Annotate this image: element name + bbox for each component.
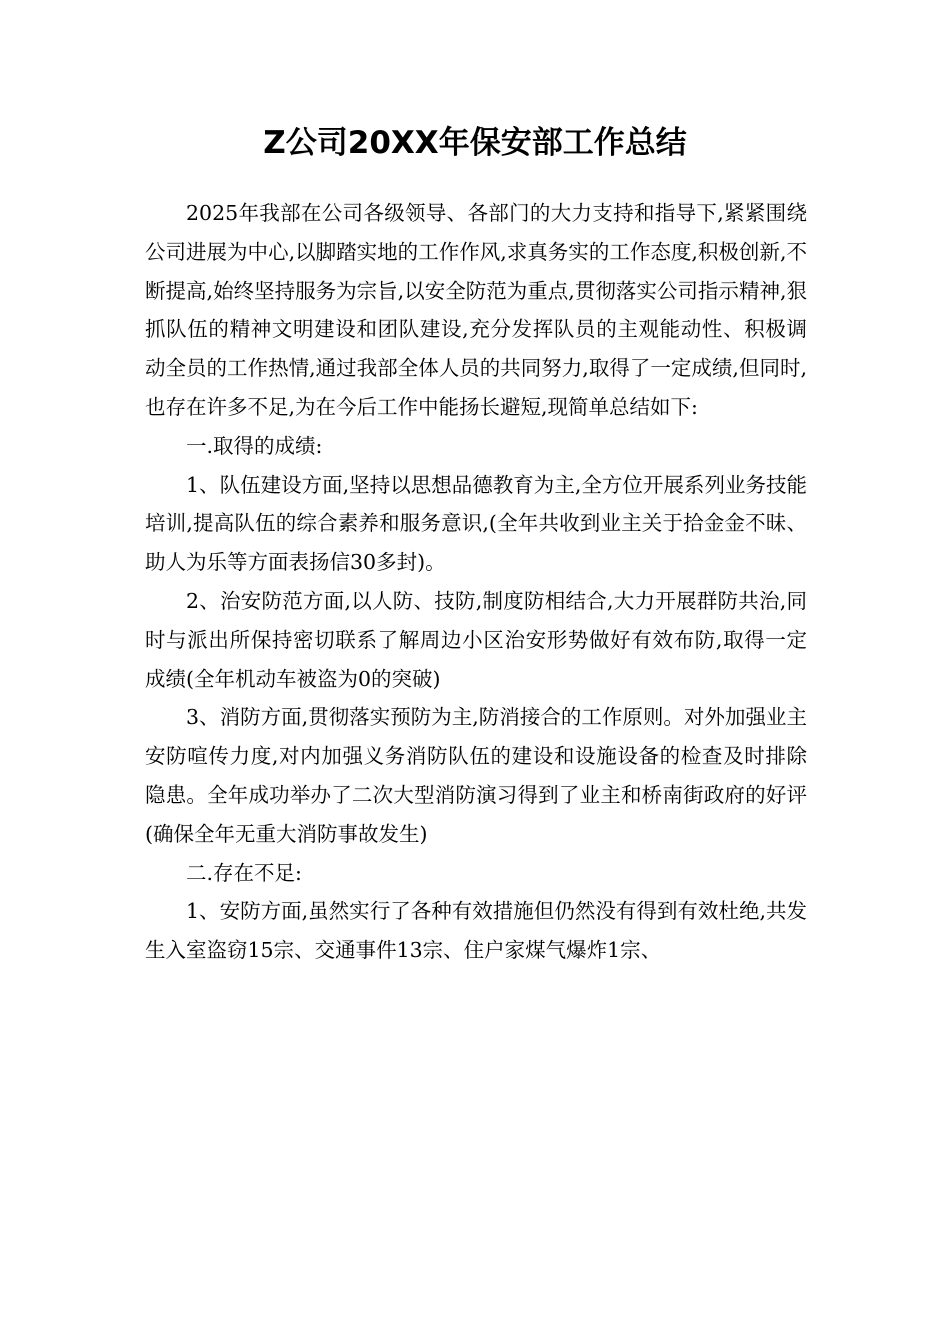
paragraph-security-issues: 1、安防方面,虽然实行了各种有效措施但仍然没有得到有效杜绝,共发生入室盗窃15宗、交通事件13宗、住户家煤气爆炸1宗、 bbox=[145, 899, 807, 963]
document-title: Z公司20XX年保安部工作总结 bbox=[263, 125, 687, 161]
paragraph-team-building: 1、队伍建设方面,坚持以思想品德教育为主,全方位开展系列业务技能培训,提高队伍的综合素养和服务意识,(全年共收到业主关于拾金金不昧、助人为乐等方面表扬信30多封)。 bbox=[145, 472, 807, 575]
section-heading-achievements: 一.取得的成绩: bbox=[186, 433, 323, 458]
paragraph-fire-safety: 3、消防方面,贯彻落实预防为主,防消接合的工作原则。对外加强业主安防喧传力度,对内加强义务消防队伍的建设和设施设备的检查及时排除隐患。全年成功举办了二次大型消防演习得到了业主和桥南街政府的好评(确保全年无重大消防事故发生) bbox=[145, 705, 807, 846]
document-body bbox=[145, 194, 807, 970]
paragraph-intro: 2025年我部在公司各级领导、各部门的大力支持和指导下,紧紧围绕公司进展为中心,以脚踏实地的工作作风,求真务实的工作态度,积极创新,不断提高,始终坚持服务为宗旨,以安全防范为重点,贯彻落实公司指示精神,狠抓队伍的精神文明建设和团队建设,充分发挥队员的主观能动性、积极调动全员的工作热情,通过我部全体人员的共同努力,取得了一定成绩,但同时,也存在许多不足,为在今后工作中能扬长避短,现简单总结如下: bbox=[145, 201, 807, 419]
paragraph-security: 2、治安防范方面,以人防、技防,制度防相结合,大力开展群防共治,同时与派出所保持密切联系了解周边小区治安形势做好有效布防,取得一定成绩(全年机动车被盗为0的突破) bbox=[145, 588, 807, 691]
section-heading-shortcomings: 二.存在不足: bbox=[186, 860, 302, 885]
